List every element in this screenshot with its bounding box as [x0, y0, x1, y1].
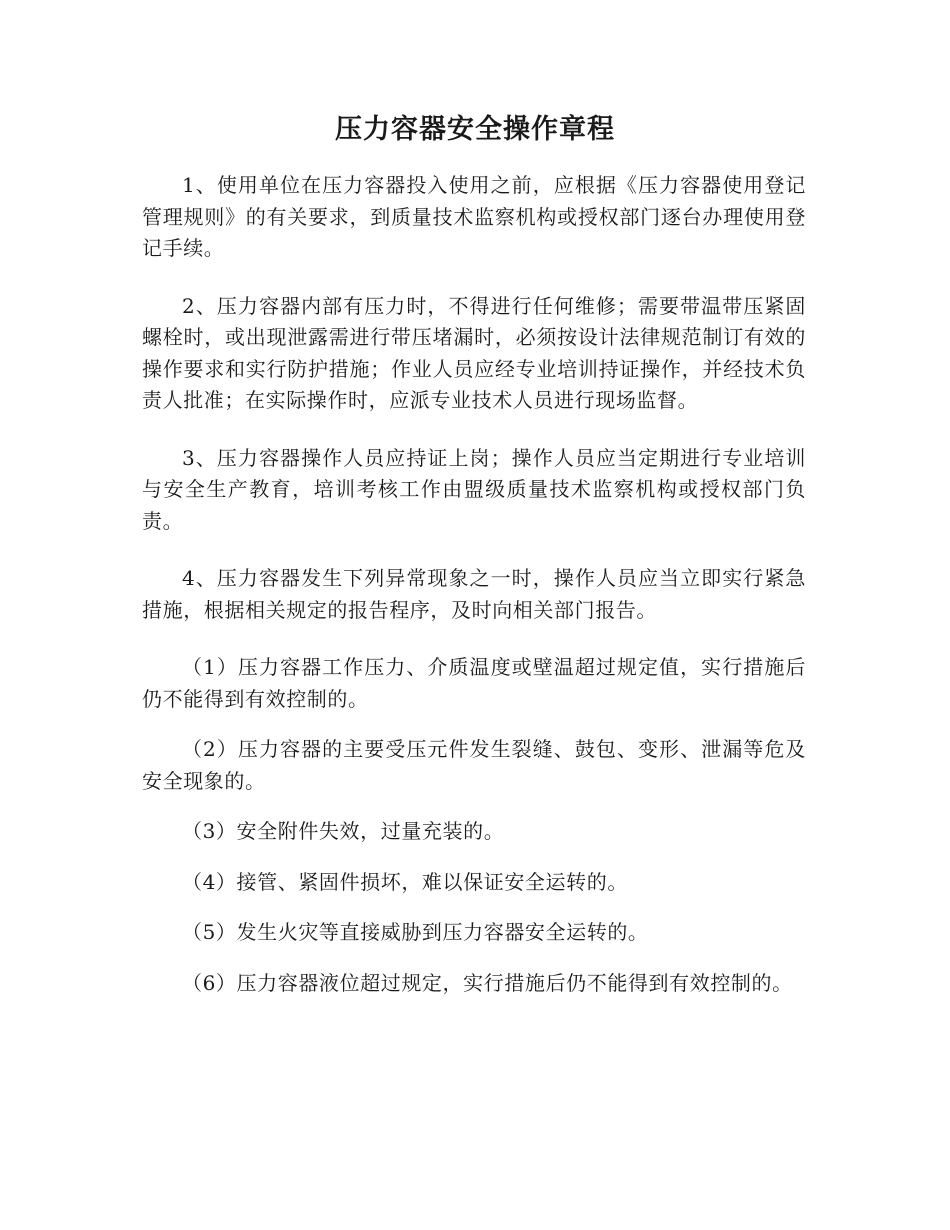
- list-item-1: （1）压力容器工作压力、介质温度或壁温超过规定值，实行措施后仍不能得到有效控制的。: [142, 655, 806, 711]
- paragraph-3: 3、压力容器操作人员应持证上岗；操作人员应当定期进行专业培训与安全生产教育，培训考核工作由盟级质量技术监察机构或授权部门负责。: [142, 445, 806, 533]
- document-title: 压力容器安全操作章程: [335, 114, 615, 145]
- paragraph-2: 2、压力容器内部有压力时，不得进行任何维修；需要带温带压紧固螺栓时，或出现泄露需进行带压堵漏时，必须按设计法律规范制订有效的操作要求和实行防护措施；作业人员应经专业培训持证操作，并经技术负责人批准；在实际操作时，应派专业技术人员进行现场监督。: [142, 293, 806, 412]
- paragraph-4: 4、压力容器发生下列异常现象之一时，操作人员应当立即实行紧急措施，根据相关规定的报告程序，及时向相关部门报告。: [142, 566, 806, 622]
- list-item-2: （2）压力容器的主要受压元件发生裂缝、鼓包、变形、泄漏等危及安全现象的。: [142, 737, 806, 793]
- paragraph-1: 1、使用单位在压力容器投入使用之前，应根据《压力容器使用登记管理规则》的有关要求，到质量技术监察机构或授权部门逐台办理使用登记手续。: [142, 173, 806, 260]
- list-item-3: （3）安全附件失效，过量充装的。: [182, 819, 505, 843]
- list-item-4: （4）接管、紧固件损坏，难以保证安全运转的。: [182, 869, 628, 894]
- list-item-6: （6）压力容器液位超过规定，实行措施后仍不能得到有效控制的。: [182, 970, 793, 995]
- document-body: [142, 170, 806, 1018]
- list-item-5: （5）发生火灾等直接威胁到压力容器安全运转的。: [182, 920, 649, 944]
